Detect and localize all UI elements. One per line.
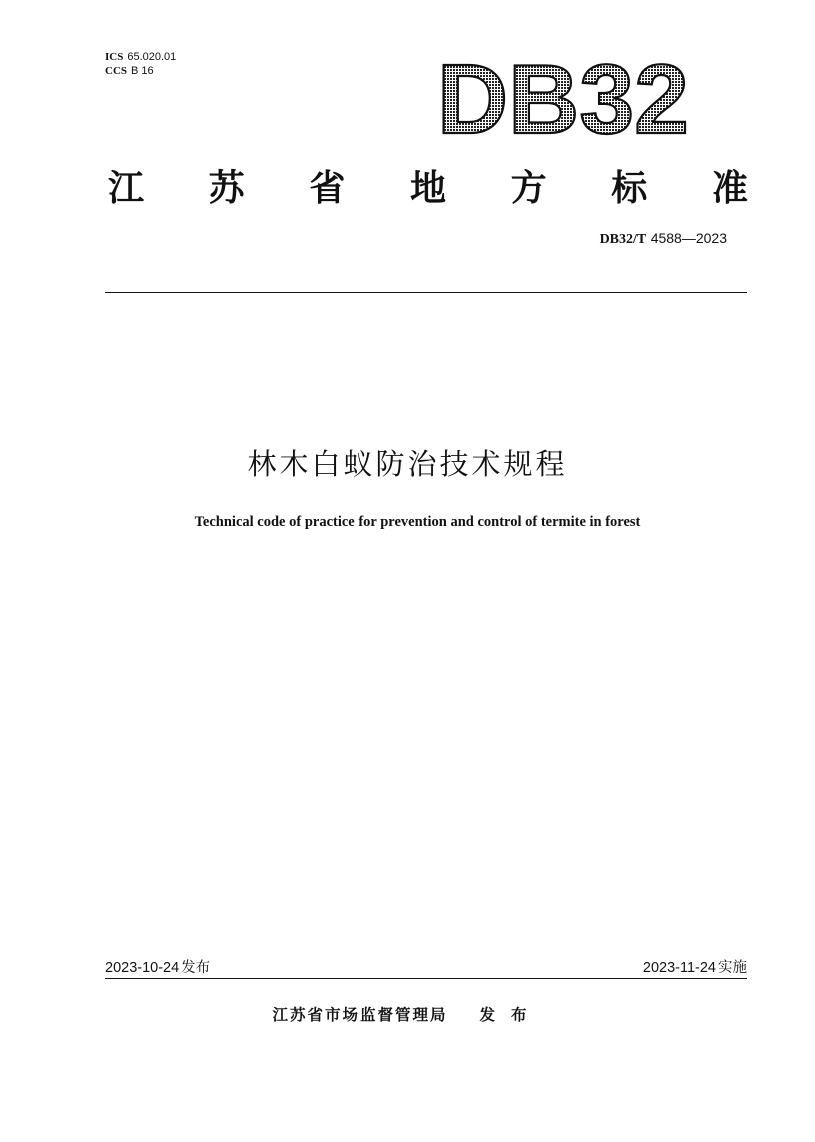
ccs-code xyxy=(105,64,176,78)
publisher-action: 发布 xyxy=(479,1006,543,1024)
db32-logo-graphic xyxy=(432,51,694,141)
standard-type-char: 标 xyxy=(611,167,648,209)
english-title: Technical code of practice for prevention and control of termite in forest xyxy=(194,514,641,530)
standard-number xyxy=(600,230,727,248)
dates-row xyxy=(105,956,747,978)
standard-type-char: 地 xyxy=(409,167,446,209)
classification-codes xyxy=(105,50,176,78)
ics-label: ICS xyxy=(105,51,124,63)
effective-date: 2023-11-24 xyxy=(642,960,716,976)
issue-label: 发布 xyxy=(181,960,211,976)
ics-value: 65.020.01 xyxy=(127,51,177,63)
publisher-line xyxy=(0,1003,815,1025)
effective-date-block xyxy=(643,956,747,977)
ccs-label: CCS xyxy=(105,65,128,77)
standard-type-char: 苏 xyxy=(208,167,245,209)
ics-code xyxy=(105,50,176,64)
standard-number-value: 4588—2023 xyxy=(650,230,727,246)
standard-type-heading xyxy=(108,160,748,210)
issue-date-block xyxy=(105,956,210,977)
publisher-org: 江苏省市场监督管理局 xyxy=(272,1006,448,1024)
bottom-divider xyxy=(105,978,747,979)
effective-label: 实施 xyxy=(718,960,747,976)
standard-type-char: 江 xyxy=(108,167,145,209)
standard-type-char: 省 xyxy=(309,167,346,209)
chinese-title: 林木白蚁防治技术规程 xyxy=(247,447,568,481)
standard-type-char: 方 xyxy=(510,167,547,209)
logo-text: DB32 xyxy=(437,51,689,141)
ccs-value: B 16 xyxy=(131,65,154,77)
top-divider xyxy=(105,292,747,293)
db32-logo xyxy=(432,51,694,141)
issue-date: 2023-10-24 xyxy=(105,960,180,976)
standard-number-prefix: DB32/T xyxy=(599,232,647,247)
standard-type-char: 准 xyxy=(711,167,748,209)
